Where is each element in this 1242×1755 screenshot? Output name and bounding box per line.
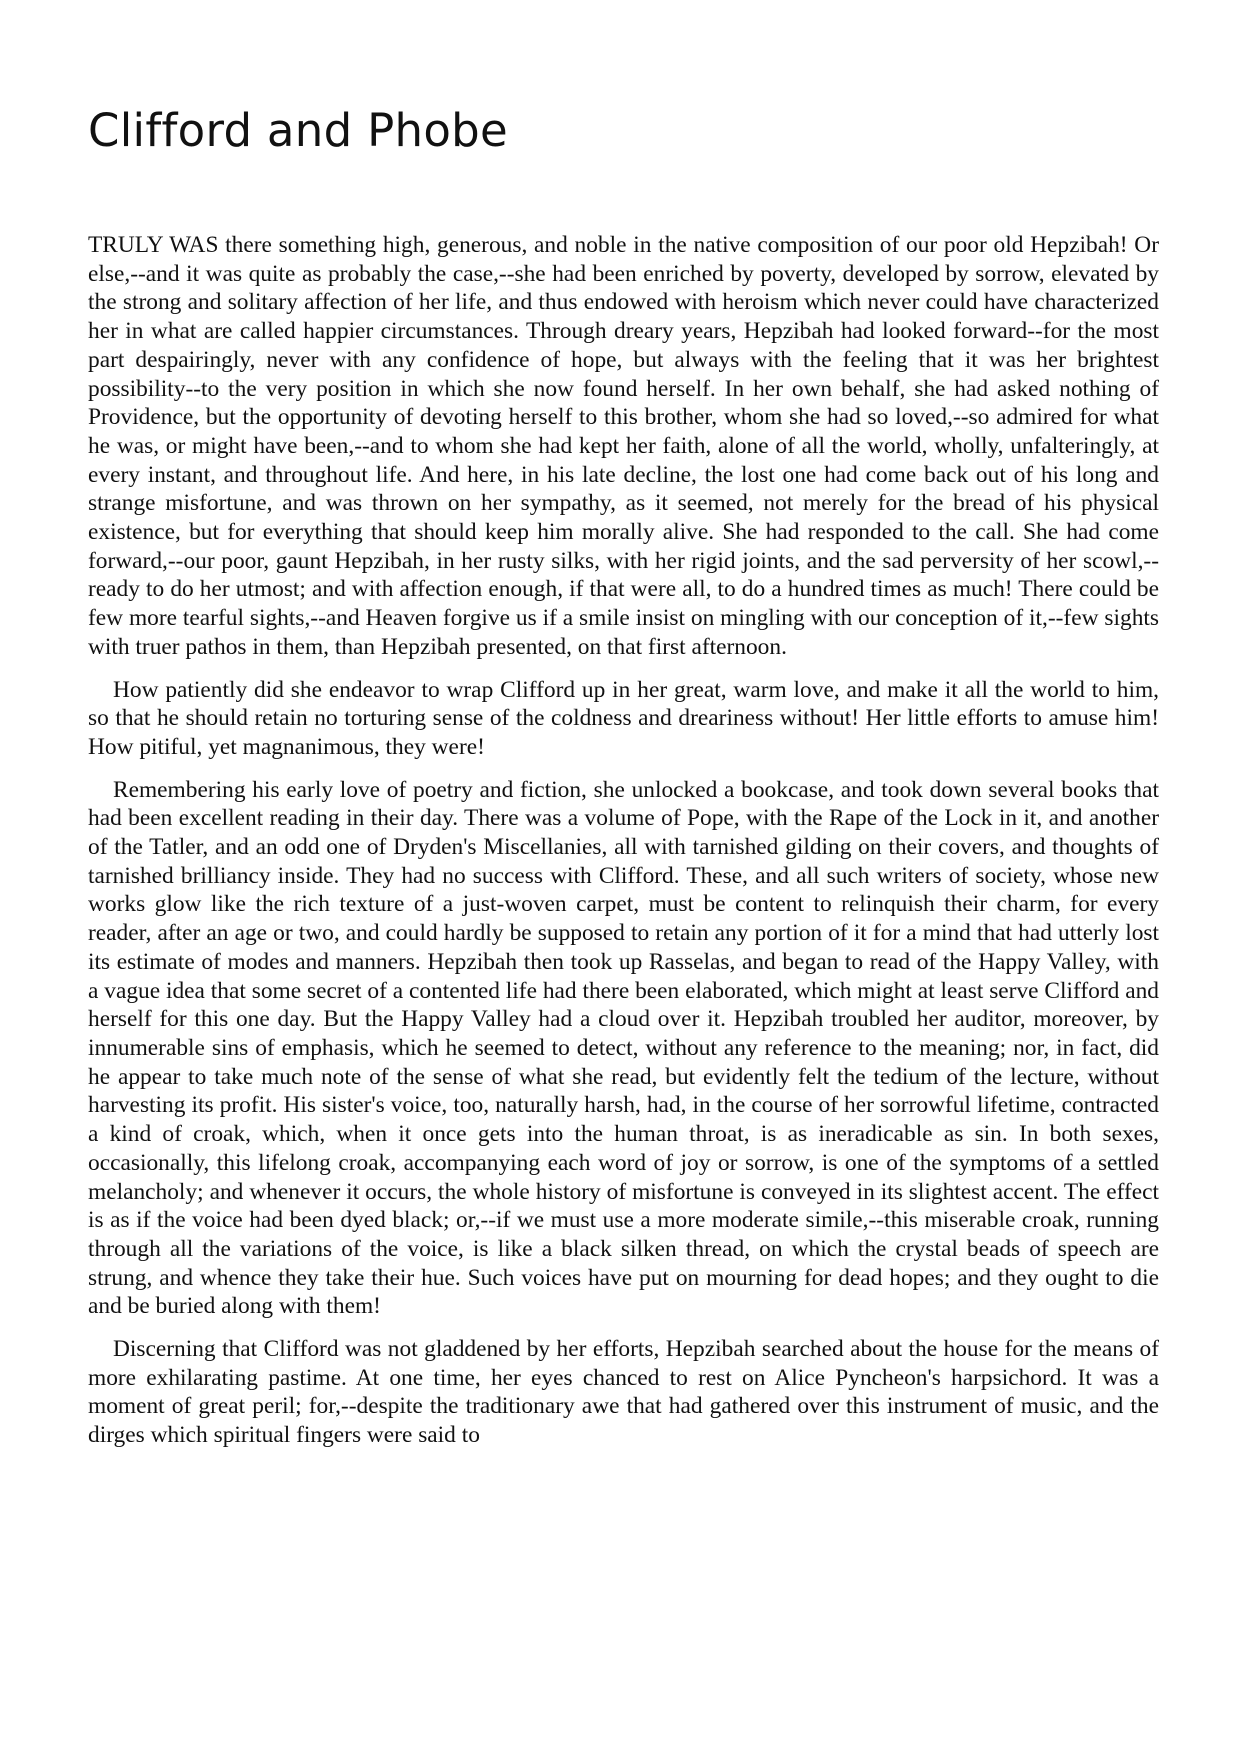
paragraph-3: Remembering his early love of poetry and fiction, she unlocked a bookcase, and took down several books that had been excellent reading in their day. There was a volume of Pope, with the Rape of the Lock in it, and another of the Tatler, and an odd one of Dryden's Miscellanies, all with tarnished gilding on their covers, and thoughts of tarnished brilliancy inside. They had no success with Clifford. These, and all such writers of society, whose new works glow like the rich texture of a just-woven carpet, must be content to relinquish their charm, for every reader, after an age or two, and could hardly be supposed to retain any portion of it for a mind that had utterly lost its estimate of modes and manners. Hepzibah then took up Rasselas, and began to read of the Happy Valley, with a vague idea that some secret of a contented life had there been elaborated, which might at least serve Clifford and herself for this one day. But the Happy Valley had a cloud over it. Hepzibah troubled her auditor, moreover, by innumerable sins of emphasis, which he seemed to detect, without any reference to the meaning; nor, in fact, did he appear to take much note of the sense of what she read, but evidently felt the tedium of the lecture, without harvesting its profit. His sister's voice, too, naturally harsh, had, in the course of her sorrowful lifetime, contracted a kind of croak, which, when it once gets into the human throat, is as ineradicable as sin. In both sexes, occasionally, this lifelong croak, accompanying each word of joy or sorrow, is one of the symptoms of a settled melancholy; and whenever it occurs, the whole history of misfortune is conveyed in its slightest accent. The effect is as if the voice had been dyed black; or,--if we must use a more moderate simile,--this miserable croak, running through all the variations of the voice, is like a black silken thread, on which the crystal beads of speech are strung, and whence they take their hue. Such voices have put on mourning for dead hopes; and they ought to die and be buried along with them! (88, 776, 1159, 1320)
paragraph-4: Discerning that Clifford was not gladdened by her efforts, Hepzibah searched about the house for the means of more exhilarating pastime. At one time, her eyes chanced to rest on Alice Pyncheon's harpsichord. It was a moment of great peril; for,--despite the traditionary awe that had gathered over this instrument of music, and the dirges which spiritual fingers were said to (88, 1336, 1159, 1449)
chapter-body (88, 231, 1159, 1450)
paragraph-2: How patiently did she endeavor to wrap Clifford up in her great, warm love, and make it all the world to him, so that he should retain no torturing sense of the coldness and dreariness without! Her little efforts to amuse him! How pitiful, yet magnanimous, they were! (88, 676, 1159, 760)
paragraph-1: TRULY WAS there something high, generous, and noble in the native composition of our poor old Hepzibah! Or else,--and it was quite as probably the case,--she had been enriched by poverty, developed by sorrow, elevated by the strong and solitary affection of her life, and thus endowed with heroism which never could have characterized her in what are called happier circumstances. Through dreary years, Hepzibah had looked forward--for the most part despairingly, never with any confidence of hope, but always with the feeling that it was her brightest possibility--to the very position in which she now found herself. In her own behalf, she had asked nothing of Providence, but the opportunity of devoting herself to this brother, whom she had so loved,--so admired for what he was, or might have been,--and to whom she had kept her faith, alone of all the world, wholly, unfalteringly, at every instant, and throughout life. And here, in his late decline, the lost one had come back out of his long and strange misfortune, and was thrown on her sympathy, as it seemed, not merely for the bread of his physical existence, but for everything that should keep him morally alive. She had responded to the call. She had come forward,--our poor, gaunt Hepzibah, in her rusty silks, with her rigid joints, and the sad perversity of her scowl,--ready to do her utmost; and with affection enough, if that were all, to do a hundred times as much! There could be few more tearful sights,--and Heaven forgive us if a smile insist on mingling with our conception of it,--few sights with truer pathos in them, than Hepzibah presented, on that first afternoon. (88, 232, 1159, 660)
chapter-title: Clifford and Phobe (88, 104, 509, 157)
document-page (88, 0, 1159, 1464)
